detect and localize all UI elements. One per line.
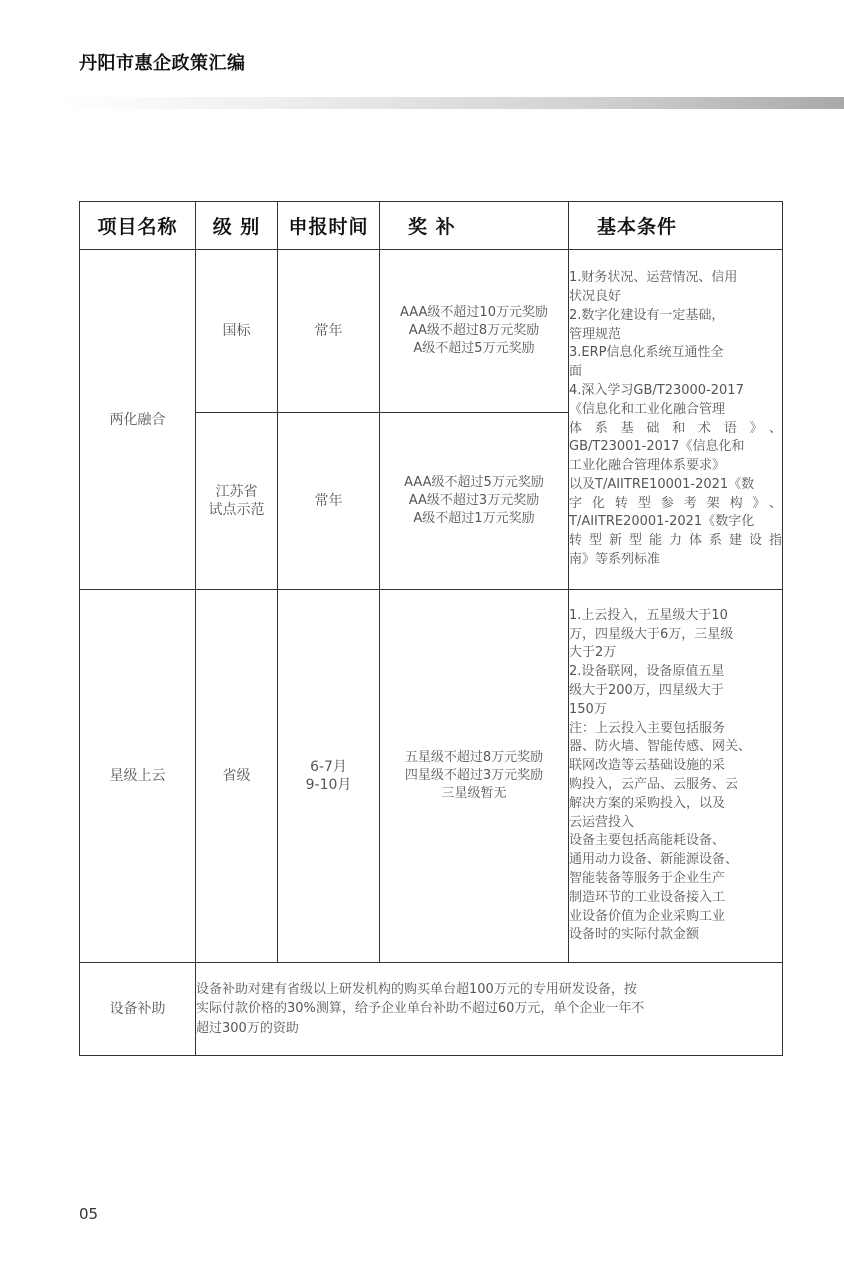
condition-line: 器、防火墙、智能传感、网关、 [569, 739, 752, 755]
award-line: AAA级不超过10万元奖励 [400, 305, 548, 320]
condition-line: 购投入，云产品、云服务、云 [569, 777, 739, 792]
condition-line: 状况良好 [569, 288, 622, 304]
conditions-cell [569, 250, 783, 590]
award-line: AAA级不超过5万元奖励 [404, 475, 544, 490]
table-row [80, 250, 783, 413]
description-cell [196, 963, 783, 1056]
time-text: 6-7月 [310, 759, 347, 775]
condition-line: GB/T23001-2017《信息化和 [569, 439, 745, 455]
level-cell [196, 413, 278, 590]
level-text: 试点示范 [208, 502, 265, 518]
award-cell [380, 413, 569, 590]
condition-line: 业设备价值为企业采购工业 [569, 908, 726, 924]
condition-line: 4.深入学习GB/T23000-2017 [569, 382, 744, 398]
condition-line: 体系基础和术语》、 [569, 420, 782, 436]
condition-line: 解决方案的采购投入，以及 [569, 795, 726, 811]
condition-line: 转型新型能力体系建设指 [569, 533, 782, 549]
condition-line: 1.上云投入，五星级大于10 [569, 607, 728, 623]
condition-line: 智能装备等服务于企业生产 [569, 870, 726, 886]
description-line: 设备补助对建有省级以上研发机构的购买单台超100万元的专用研发设备，按 [196, 981, 637, 997]
condition-line: 大于2万 [569, 645, 617, 661]
header-gradient-bar [60, 97, 844, 109]
condition-line: 以及T/AIITRE10001-2021《数 [569, 476, 755, 492]
column-header-level: 级 别 [196, 202, 278, 250]
condition-line: 设备主要包括高能耗设备、 [569, 833, 726, 849]
time-text: 常年 [314, 323, 343, 339]
level-cell [196, 590, 278, 963]
column-header-conditions: 基本条件 [569, 202, 783, 250]
description-line: 超过300万的资助 [196, 1020, 299, 1036]
time-text: 常年 [314, 493, 343, 509]
page-number: 05 [79, 1205, 99, 1223]
condition-line: 工业化融合管理体系要求》 [569, 458, 726, 474]
condition-line: 级大于200万，四星级大于 [569, 683, 724, 699]
project-cell: 设备补助 [80, 963, 196, 1056]
condition-line: 南》等系列标准 [569, 552, 661, 568]
award-cell [380, 250, 569, 413]
column-header-project: 项目名称 [80, 202, 196, 250]
condition-line: 面 [569, 364, 583, 380]
level-cell [196, 250, 278, 413]
time-cell [278, 413, 380, 590]
table-row [80, 963, 783, 1056]
policy-table [79, 201, 783, 1056]
award-line: AA级不超过8万元奖励 [408, 323, 540, 338]
column-header-award: 奖 补 [380, 202, 569, 250]
award-line: 五星级不超过8万元奖励 [404, 750, 544, 765]
award-line: 四星级不超过3万元奖励 [404, 768, 544, 783]
level-text: 省级 [222, 768, 251, 784]
description-line: 实际付款价格的30%测算，给予企业单台补助不超过60万元，单个企业一年不 [196, 1001, 645, 1017]
award-line: 三星级暂无 [441, 786, 507, 801]
award-line: A级不超过1万元奖励 [413, 511, 535, 526]
award-line: AA级不超过3万元奖励 [408, 493, 540, 508]
award-cell [380, 590, 569, 963]
table-row [80, 590, 783, 963]
condition-line: 字化转型参考架构》、 [569, 495, 782, 511]
time-cell [278, 250, 380, 413]
project-cell: 星级上云 [80, 590, 196, 963]
condition-line: 150万 [569, 701, 607, 717]
condition-line: 管理规范 [569, 326, 622, 342]
condition-line: 1.财务状况、运营情况、信用 [569, 270, 738, 286]
condition-line: 2.设备联网，设备原值五星 [569, 664, 725, 680]
condition-line: 云运营投入 [569, 814, 635, 830]
column-header-time: 申报时间 [278, 202, 380, 250]
condition-line: 通用动力设备、新能源设备、 [569, 852, 739, 868]
condition-line: 注：上云投入主要包括服务 [569, 720, 726, 736]
time-text: 9-10月 [305, 777, 352, 793]
document-header-title: 丹阳市惠企政策汇编 [79, 53, 246, 74]
condition-line: 联网改造等云基础设施的采 [569, 758, 726, 774]
condition-line: 《信息化和工业化融合管理 [569, 401, 726, 417]
condition-line: 万，四星级大于6万，三星级 [569, 626, 734, 642]
conditions-cell [569, 590, 783, 963]
condition-line: 设备时的实际付款金额 [569, 927, 700, 943]
condition-line: T/AIITRE20001-2021《数字化 [569, 514, 755, 530]
condition-line: 2.数字化建设有一定基础， [569, 307, 725, 323]
condition-line: 3.ERP信息化系统互通性全 [569, 345, 724, 361]
project-cell: 两化融合 [80, 250, 196, 590]
condition-line: 制造环节的工业设备接入工 [569, 889, 726, 905]
level-text: 国标 [222, 323, 251, 339]
award-line: A级不超过5万元奖励 [413, 341, 535, 356]
table-header-row [80, 202, 783, 250]
time-cell [278, 590, 380, 963]
level-text: 江苏省 [215, 484, 258, 500]
